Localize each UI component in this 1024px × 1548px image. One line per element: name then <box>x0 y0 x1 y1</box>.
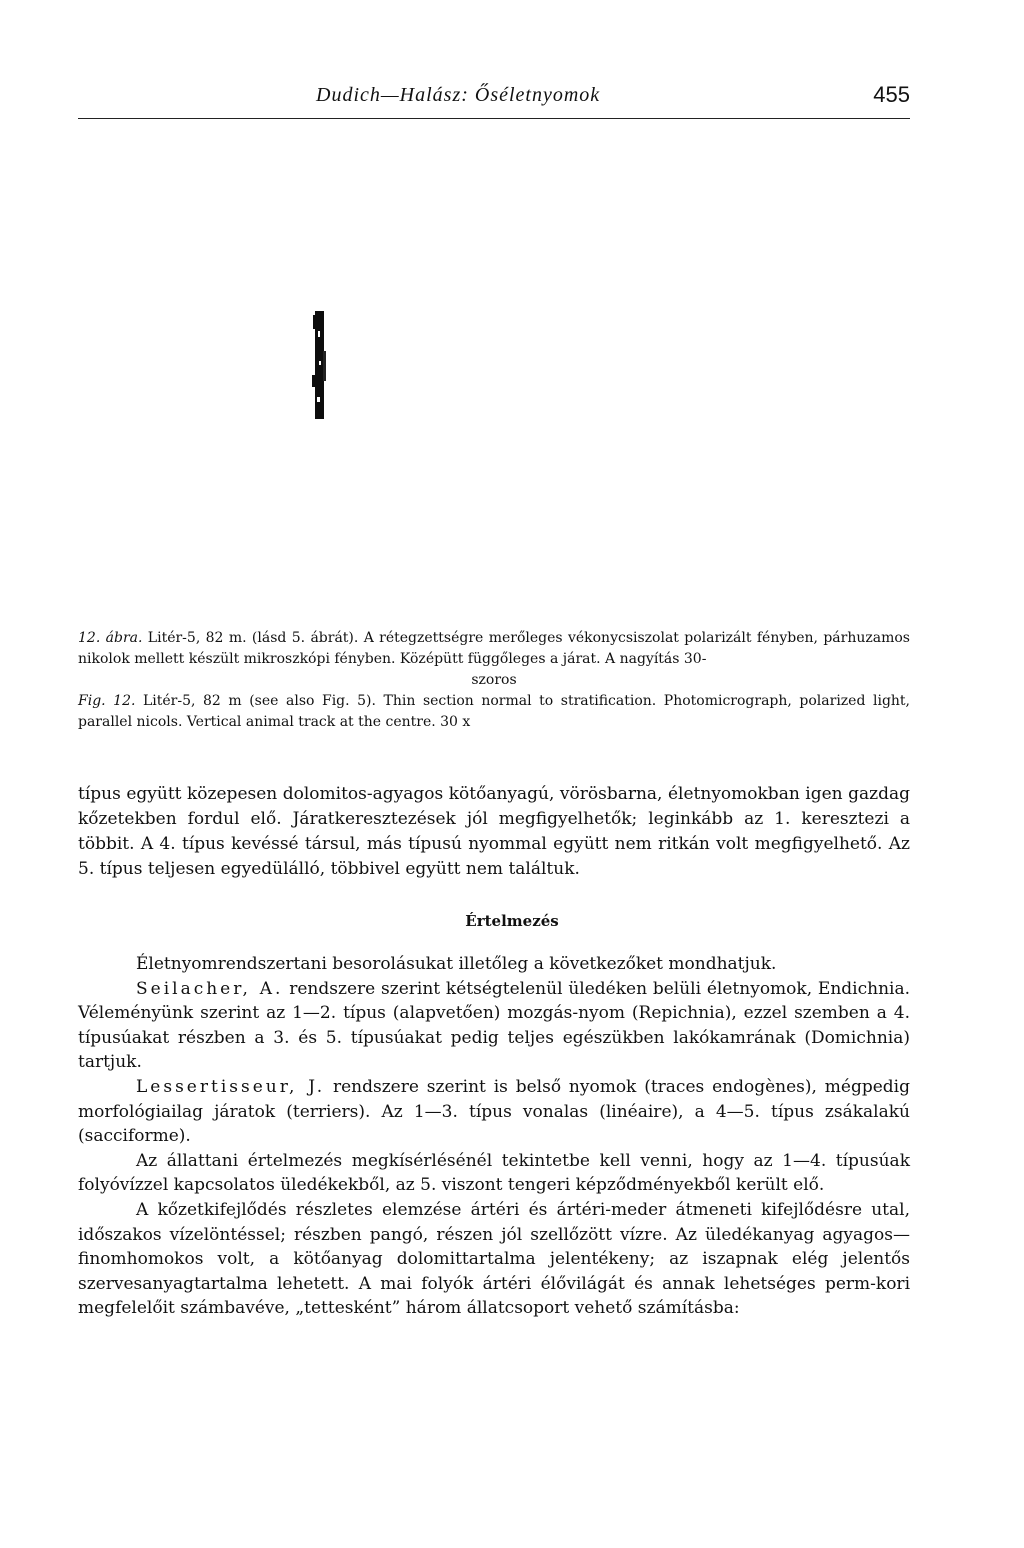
continuation-paragraph <box>78 782 910 882</box>
caption-hu-continuation: szoros <box>471 672 517 688</box>
paragraph-3 <box>78 1075 910 1149</box>
paragraph-3-text: rendszere szerint is belső nyomok (traces endogènes), mégpedig morfológiailag járatok (terriers). Az 1—3. típus vonalas (linéaire), a 4—5. típus zsákalakú (sacciforme). <box>78 1076 910 1147</box>
paragraph-1: Életnyomrendszertani besorolásukat illetőleg a következőket mondhatjuk. <box>136 954 777 974</box>
caption-english <box>78 691 910 733</box>
running-title: Dudich—Halász: Őséletnyomok <box>316 84 601 106</box>
section-heading: Értelmezés <box>465 912 559 930</box>
caption-hu-label: 12. ábra. <box>78 630 143 646</box>
author-seilacher: Seilacher, A. <box>136 978 284 999</box>
author-lessertisseur: Lessertisseur, J. <box>136 1076 326 1097</box>
caption-en-text: Litér-5, 82 m (see also Fig. 5). Thin section normal to stratification. Photomicrograph, polarized light, parallel nicols. Vertical animal track at the centre. 30 x <box>78 693 910 730</box>
running-header <box>78 82 910 119</box>
photomicrograph-figure <box>78 130 910 620</box>
paragraph-2-text: rendszere szerint kétségtelenül üledéken belüli életnyomok, Endichnia. Véleményünk szerint az 1—2. típus (alapvetően) mozgás-nyom (Repichnia), ezzel szemben a 4. típusúakat részben a 3. és 5. típusúakat pedig teljes egészükben lakókamrának (Domichnia) tartjuk. <box>78 978 911 1073</box>
figure-caption <box>78 628 910 733</box>
caption-en-label: Fig. 12. <box>78 693 136 709</box>
page-number: 455 <box>873 82 910 107</box>
paragraph-4: Az állattani értelmezés megkísérlésénél tekintetbe kell venni, hogy az 1—4. típusúak folyóvízzel kapcsolatos üledékekből, az 5. viszont tengeri képződményekből került elő. <box>78 1150 910 1196</box>
photomicrograph-track-mark <box>309 311 333 421</box>
paragraph-2 <box>78 977 910 1075</box>
paragraph-5: A kőzetkifejlődés részletes elemzése ártéri és ártéri-meder átmeneti kifejlődésre utal, időszakos vízelöntéssel; részben pangó, részen jól szellőzött vízre. Az üledékanyag agyagos—finomhomokos volt, a kötőanyag dolomittartalma jelentékeny; az iszapnak elég jelentős szervesanyagtartalma lehetett. A mai folyók ártéri élővilágát és annak lehetséges perm-kori megfelelőit számbavéve, „tettesként” három állatcsoport vehető számításba: <box>78 1199 910 1319</box>
paragraph-continuation: típus együtt közepesen dolomitos-agyagos kötőanyagú, vörösbarna, életnyomokban igen gazdag kőzetekben fordul elő. Járatkeresztezések jól megfigyelhetők; leginkább az 1. keresztezi a többit. A 4. típus kevéssé társul, más típusú nyommal együtt nem ritkán volt megfigyelhető. Az 5. típus teljesen egyedülálló, többivel együtt nem találtuk. <box>78 784 910 879</box>
interpretation-section <box>78 952 910 1321</box>
caption-hu-text: Litér-5, 82 m. (lásd 5. ábrát). A rétegzettségre merőleges vékonycsiszolat polarizált fényben, párhuzamos nikolok mellett készült mikroszkópi fényben. Középütt függőleges a járat. A nagyítás 30- <box>78 630 910 667</box>
caption-hungarian <box>78 628 910 670</box>
